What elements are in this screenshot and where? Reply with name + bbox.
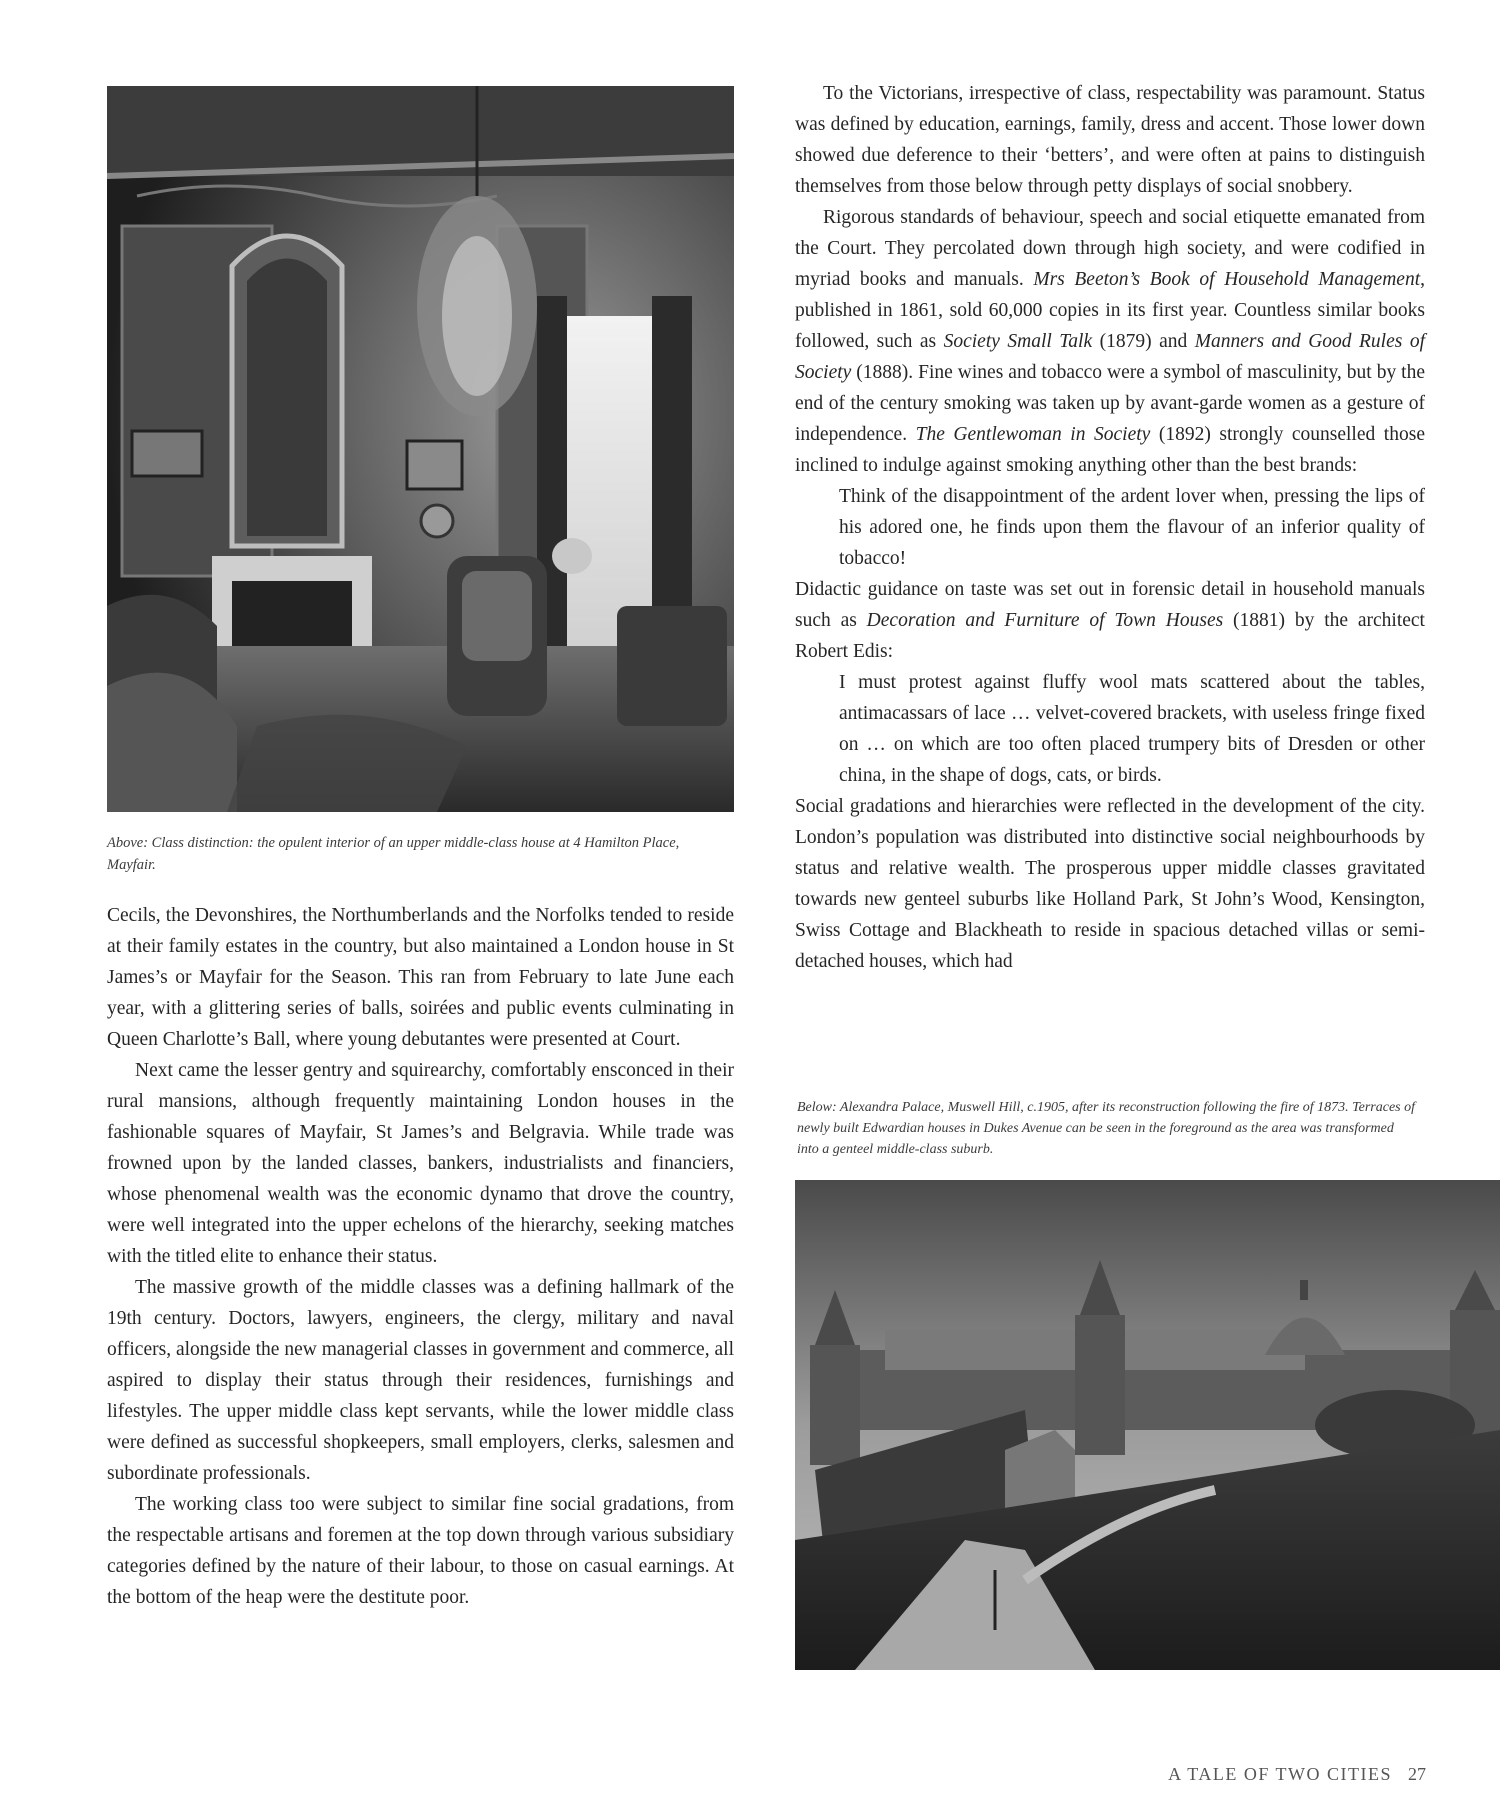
- palace-caption: Below: Alexandra Palace, Muswell Hill, c.1905, after its reconstruction following the fire of 1873. Terraces of newly built Edwardian houses in Dukes Avenue can be seen in the foreground as the area was transformed into a genteel middle-class suburb.: [797, 1100, 1416, 1157]
- page-footer: [1168, 1764, 1426, 1785]
- page-number: 27: [1408, 1764, 1426, 1784]
- interior-photo: [107, 86, 734, 812]
- text-run: (1881) by the architect Robert Edis:: [795, 610, 1425, 662]
- text-run: (1888). Fine wines and tobacco were a symbol of masculinity, but by the end of the century smoking was taken up by avant-garde women as a gesture of independence.: [795, 362, 1425, 445]
- running-title: A TALE OF TWO CITIES: [1168, 1764, 1392, 1784]
- right-paragraph: [795, 202, 1425, 481]
- book-title: Manners and Good Rules of Society: [795, 331, 1425, 383]
- left-paragraph: The working class too were subject to similar fine social gradations, from the respectable artisans and foremen at the top down through various subsidiary categories defined by the nature of their labour, to those on casual earnings. At the bottom of the heap were the destitute poor.: [107, 1494, 734, 1608]
- book-title: The Gentlewoman in Society: [915, 424, 1151, 445]
- text-run: Didactic guidance on taste was set out in forensic detail in household manuals such as: [795, 579, 1425, 631]
- text-run: (1892) strongly counselled those inclined to indulge against smoking anything other than the best brands:: [795, 424, 1425, 476]
- block-quote: Think of the disappointment of the ardent lover when, pressing the lips of his adored one, he finds upon them the flavour of an inferior quality of tobacco!: [839, 486, 1425, 569]
- interior-caption: Above: Class distinction: the opulent interior of an upper middle-class house at 4 Hamilton Place, Mayfair.: [107, 835, 680, 873]
- left-column-text: [107, 900, 734, 1613]
- book-title: Decoration and Furniture of Town Houses: [866, 610, 1224, 631]
- left-paragraph: Cecils, the Devonshires, the Northumberlands and the Norfolks tended to reside at their family estates in the country, but also maintained a London house in St James’s or Mayfair for the Season. This ran from February to late June each year, with a glittering series of balls, soirées and public events culminating in Queen Charlotte’s Ball, where young debutantes were presented at Court.: [107, 905, 734, 1050]
- left-paragraph: The massive growth of the middle classes was a defining hallmark of the 19th century. Doctors, lawyers, engineers, the clergy, military and naval officers, alongside the new managerial classes in government and commerce, all aspired to display their status through their residences, furnishings and lifestyles. The upper middle class kept servants, while the lower middle class were defined as successful shopkeepers, small employers, clerks, salesmen and subordinate professionals.: [107, 1277, 734, 1484]
- right-column-text: [795, 78, 1425, 977]
- book-title: Society Small Talk: [943, 331, 1093, 352]
- book-title: Mrs Beeton’s Book of Household Management: [1033, 269, 1421, 290]
- left-paragraph: Next came the lesser gentry and squirearchy, comfortably ensconced in their rural mansions, although frequently maintaining London houses in the fashionable squares of Mayfair, St James’s and Belgravia. While trade was frowned upon by the landed classes, bankers, industrialists and financiers, whose phenomenal wealth was the economic dynamo that drove the country, were well integrated into the upper echelons of the hierarchy, seeking matches with the titled elite to enhance their status.: [107, 1060, 734, 1267]
- palace-photo: [795, 1180, 1500, 1670]
- right-paragraph: Social gradations and hierarchies were reflected in the development of the city. London’s population was distributed into distinctive social neighbourhoods by status and relative wealth. The prosperous upper middle classes gravitated towards new genteel suburbs like Holland Park, St John’s Wood, Kensington, Swiss Cottage and Blackheath to reside in spacious detached villas or semi-detached houses, which had: [795, 796, 1425, 972]
- block-quote: I must protest against fluffy wool mats scattered about the tables, antimacassars of lace … velvet-covered brackets, with useless fringe fixed on … on which are too often placed trumpery bits of Dresden or other china, in the shape of dogs, cats, or birds.: [839, 672, 1425, 786]
- text-run: Rigorous standards of behaviour, speech and social etiquette emanated from the Court. They percolated down through high society, and were codified in myriad books and manuals.: [795, 207, 1425, 290]
- text-run: (1879) and: [1092, 331, 1195, 352]
- right-paragraph: [795, 574, 1425, 667]
- text-run: , published in 1861, sold 60,000 copies in its first year. Countless similar books followed, such as: [795, 269, 1425, 352]
- right-paragraph: To the Victorians, irrespective of class, respectability was paramount. Status was defined by education, earnings, family, dress and accent. Those lower down showed due deference to their ‘betters’, and were often at pains to distinguish themselves from those below through petty displays of social snobbery.: [795, 83, 1425, 197]
